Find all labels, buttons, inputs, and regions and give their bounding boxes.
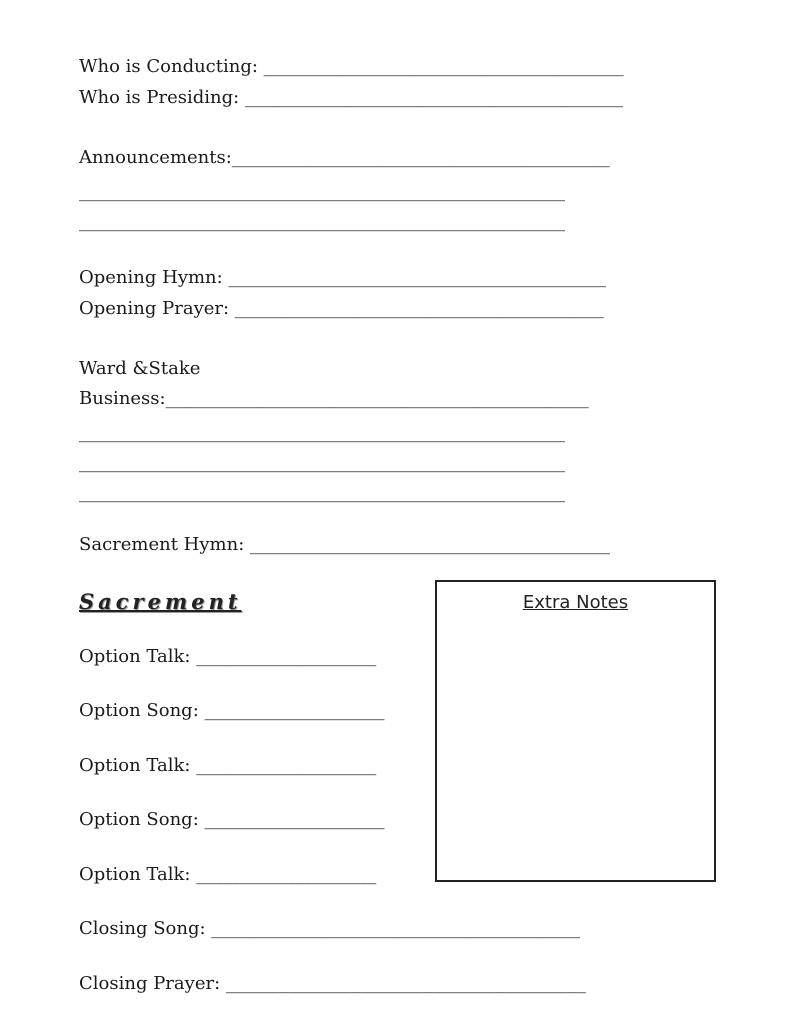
business-row [79, 388, 589, 410]
business-line-3[interactable] [79, 452, 565, 474]
closing-song-row [79, 918, 580, 940]
option-talk-label: Option Talk: [79, 646, 197, 667]
sacrament-hymn-blank[interactable]: ________________________________________ [249, 534, 610, 555]
opening-prayer-row [79, 298, 604, 320]
sacrament-heading: Sacrement [79, 589, 242, 614]
closing-song-label: Closing Song: [79, 918, 212, 939]
option-talk-blank[interactable]: ____________________ [196, 755, 377, 776]
option-song-blank[interactable]: ____________________ [204, 809, 385, 830]
conducting-row [79, 56, 624, 78]
announcements-line-3[interactable] [79, 211, 565, 233]
opening-hymn-blank[interactable]: __________________________________________ [228, 267, 607, 288]
announcements-row [79, 147, 610, 169]
sacrament-hymn-label: Sacrement Hymn: [79, 534, 250, 555]
extra-notes-box [435, 580, 716, 882]
presiding-blank[interactable]: __________________________________________ [244, 87, 623, 108]
option-talk-blank[interactable]: ____________________ [196, 646, 377, 667]
option-song-row-1 [79, 700, 437, 722]
ward-stake-label: Ward &Stake [79, 358, 201, 379]
conducting-blank[interactable]: ________________________________________ [263, 56, 624, 77]
opening-hymn-row [79, 267, 606, 289]
closing-prayer-label: Closing Prayer: [79, 973, 226, 994]
presiding-row [79, 87, 623, 109]
option-song-label: Option Song: [79, 700, 205, 721]
option-talk-row-3 [79, 864, 433, 886]
business-blank-3[interactable]: ______________________________________________________ [79, 452, 565, 473]
option-song-row-2 [79, 809, 437, 831]
announcements-blank[interactable]: __________________________________________ [231, 147, 610, 168]
business-label: Business: [79, 388, 166, 409]
ward-stake-row [79, 358, 200, 380]
option-talk-row-2 [79, 755, 433, 777]
business-blank[interactable]: _______________________________________________ [165, 388, 589, 409]
extra-notes-area[interactable] [447, 622, 704, 870]
closing-song-blank[interactable]: _________________________________________ [211, 918, 581, 939]
option-talk-row-1 [79, 646, 433, 668]
option-song-label: Option Song: [79, 809, 205, 830]
option-talk-blank[interactable]: ____________________ [196, 864, 377, 885]
announcements-blank-3[interactable]: ______________________________________________________ [79, 211, 565, 232]
opening-prayer-blank[interactable]: _________________________________________ [234, 298, 604, 319]
opening-prayer-label: Opening Prayer: [79, 298, 235, 319]
option-talk-label: Option Talk: [79, 755, 197, 776]
announcements-line-2[interactable] [79, 181, 565, 203]
option-talk-label: Option Talk: [79, 864, 197, 885]
sacrament-hymn-row [79, 534, 610, 556]
conducting-label: Who is Conducting: [79, 56, 264, 77]
option-song-blank[interactable]: ____________________ [204, 700, 385, 721]
business-line-2[interactable] [79, 422, 565, 444]
opening-hymn-label: Opening Hymn: [79, 267, 229, 288]
business-line-4[interactable] [79, 482, 565, 504]
business-blank-4[interactable]: ______________________________________________________ [79, 482, 565, 503]
closing-prayer-row [79, 973, 586, 995]
closing-prayer-blank[interactable]: ________________________________________ [225, 973, 586, 994]
business-blank-2[interactable]: ______________________________________________________ [79, 422, 565, 443]
extra-notes-title: Extra Notes [522, 592, 629, 613]
announcements-blank-2[interactable]: ______________________________________________________ [79, 181, 565, 202]
announcements-label: Announcements: [79, 147, 232, 168]
presiding-label: Who is Presiding: [79, 87, 245, 108]
